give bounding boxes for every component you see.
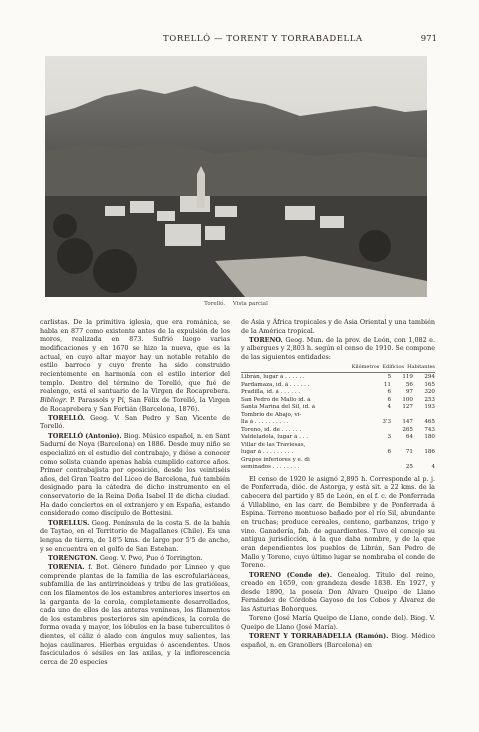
running-head: TORELLÓ — TORENT Y TORRABADELLA (163, 34, 363, 44)
table-row (241, 389, 435, 397)
table-cell-inhabitants: 180 (424, 434, 435, 441)
entry-headword: TORELLÓ. (48, 413, 85, 422)
table-row (241, 412, 435, 420)
table-cell-inhabitants: 165 (424, 381, 435, 388)
entry (40, 414, 230, 431)
running-header (45, 34, 435, 46)
table-cell-km: 3'3 (382, 419, 391, 426)
table-cell-locality: Grupos inferiores y e. di (241, 456, 310, 463)
table-cell-km: 6 (387, 449, 391, 456)
table-cell-buildings: 119 (402, 374, 413, 381)
table-row (241, 434, 435, 442)
entry-text: Biog. Médico español, n. en Granollers (Barcelona) en (241, 632, 435, 649)
table-cell-buildings (391, 412, 413, 420)
entry (40, 519, 230, 554)
table-header-cell: Edificios (382, 363, 405, 370)
table-cell-locality: lla á . . . . . . . . . . (241, 419, 289, 426)
table-row (241, 442, 435, 450)
table-cell-locality: Pardamaza, íd. á . . . . . . (241, 381, 310, 388)
paragraph-text: carlistas. De la primitiva iglesia, que era románica, se habla en 877 como existente antes de la expulsión de los moros, realizada en 873. Sufrió luego varias modificaciones y en 1670 se hizo la nueva, que es la actual, en cuyo altar mayor hay un notable retablo de estilo barroco y cuyo frente ha sido construido recientemente en harmonía con el estilo interior del templo. Dentro del término de Torelló, que fué de realengo, está el santuario de la Virgen de Rocaprebera. (40, 318, 230, 396)
entry-text: Geog. V. San Pedro y San Vicente de Torelló. (40, 413, 230, 431)
table-cell-inhabitants: 294 (424, 374, 435, 381)
entry-text: f. Bot. Género fundado por Linneo y que comprende plantas de la familia de las escrofulariáceas, subfamilia de las antirrinoideas y tribu de las gratióleas, con los filamentos de los estambres anteriores insertos en la garganta de la corola, completamente desarrollados, cada uno de ellos de las anteras veníneas, los filamentos de los estambres posteriores sin apéndices, la corola de forma ovada y mayor, los lóbulos en la base tuberculitos ó dientes, el cáliz ó alado con ángulos muy salientes, las hojas caulinares. Hierbas erguidas ó ascendentes. Unos fasciculados ó sésiles en las axilas, y la inflorescencia cerca de 20 especies (40, 562, 230, 667)
entry (241, 571, 435, 614)
entry (241, 336, 435, 362)
table-row (241, 419, 435, 427)
entry-headword: TORENO. (249, 335, 283, 344)
table-cell-inhabitants: 253 (424, 396, 435, 403)
entry-headword: TORENIA. (48, 562, 85, 571)
biblio-text: P. Parassols y Pí, San Félix de Torelló, la Virgen de Rocaprebera y San Fortián (Barcelona, 1876). (40, 395, 230, 413)
paragraph: de Asia y África tropicales y de Asia Oriental y una también de la América tropical. (241, 318, 435, 335)
table-header (241, 364, 435, 374)
table-row (241, 449, 435, 457)
table-row (241, 427, 435, 435)
entry-headword: TORELLUS. (48, 518, 90, 527)
table-cell-km: 5 (387, 374, 391, 381)
table-cell-inhabitants: 193 (424, 404, 435, 411)
table-cell-buildings: 147 (402, 419, 413, 426)
table-row (241, 464, 435, 472)
table-cell-km: 11 (383, 381, 391, 388)
table-cell-buildings: 127 (402, 404, 413, 411)
table-cell-locality: Tombrio de Abajo, vi- (241, 411, 302, 418)
entry (241, 632, 435, 649)
biblio-label: Bibliogr. (40, 395, 68, 404)
table-cell-km: 4 (387, 404, 391, 411)
caption-place: Torelló. (204, 301, 226, 307)
table-cell-inhabitants: 4 (431, 464, 435, 471)
photo-illustration (45, 56, 427, 297)
paragraph: El censo de 1920 le asignó 2,895 h. Corresponde al p. j. de Ponferrada, dióc. de Astorga, y está sit. a 22 kms. de la cabecera del partido y 85 de León, en el f. c. de Ponferrada á Villablino, en las carr. de Bembibre y de Ponferrada á Espina. Terreno montuoso bañado por el río Sil, abundante en truchas; produce cereales, centeno, garbanzos, trigo y vino. Ganadería, fab. de aguardientes. Tuvo el concejo su antigua jurisdicción, á la que daba nombre, y de la que eran dependientes los pueblos de Librán, San Pedro de Mallo y Toreno, cuyo último lugar se nombraba el conde de Toreno. (241, 474, 435, 570)
table-cell-buildings: 71 (405, 449, 413, 456)
table-cell-inhabitants: 465 (424, 419, 435, 426)
right-column (241, 318, 435, 726)
table-cell-buildings: 100 (402, 396, 413, 403)
table-cell-buildings: 97 (405, 389, 413, 396)
table-cell-inhabitants: 320 (424, 389, 435, 396)
paragraph (40, 318, 230, 413)
table-cell-locality: Pradilla, íd. á . . . . . . (241, 389, 301, 396)
table-header-cell: Habitantes (407, 363, 435, 370)
table-cell-locality: Villar de las Traviesas, (241, 441, 306, 448)
entry-text: Biog. Músico español, n. en Sant Sadurní de Noya (Barcelona) en 1886. Desde muy niño se especializó en el estudio del contrabajo, y dióse a conocer como solista cuando apenas había cumplido catorce años. Primer contrabajista por oposición, desde los veintiséis años, del Gran Teatro del Liceo de Barcelona, fué también designado para la cátedra de dicho instrumento en el conservatorio de la Reina Doña Isabel II de dicha ciudad. Ha dado conciertos en el extranjero y en España, estando considerado como discípulo de Bottesini. (40, 431, 230, 518)
table-row (241, 457, 435, 465)
entry-headword: TORENO (Conde de). (249, 570, 332, 579)
table-cell-inhabitants (413, 412, 435, 420)
table-cell-km (369, 457, 391, 465)
table-cell-buildings: 265 (402, 426, 413, 433)
entry (40, 563, 230, 667)
table-cell-km: 6 (387, 389, 391, 396)
table-cell-inhabitants: 186 (424, 449, 435, 456)
table-cell-inhabitants (413, 442, 435, 450)
table-cell-locality: Santa Marina del Sil, íd. á (241, 404, 316, 411)
table-cell-inhabitants (413, 457, 435, 465)
left-column (40, 318, 230, 726)
table-cell-locality: Valdeladola, lugar á . . . (241, 434, 309, 441)
table-cell-km: 3 (387, 434, 391, 441)
entry-headword: TORENGTON. (48, 553, 98, 562)
entry-headword: TORELLÓ (Antonio). (48, 431, 122, 440)
table-header-cell: Kilómetros (351, 363, 380, 370)
table-cell-buildings (391, 457, 413, 465)
table-cell-buildings (391, 442, 413, 450)
table-cell-km (369, 464, 391, 472)
table-row (241, 374, 435, 382)
caption-text: Vista parcial (232, 301, 268, 307)
table-cell-buildings: 56 (405, 381, 413, 388)
table-cell-buildings: 64 (405, 434, 413, 441)
page-number: 971 (420, 34, 437, 44)
town-photograph (45, 56, 427, 297)
table-row (241, 404, 435, 412)
photo-caption (45, 301, 427, 307)
table-row (241, 382, 435, 390)
table-cell-locality: seminados . . . . . . . . (241, 464, 300, 471)
table-cell-locality: Librán, lugar á . . . . . . (241, 374, 305, 381)
table-cell-locality: Toreno, íd. de . . . . . . (241, 426, 302, 433)
table-body (241, 374, 435, 472)
entry-text: Geog. Mun. de la prov. de León, con 1,082 e. y albergues y 2,803 h. según el censo de 1910. Se compone de las siguientes entidades: (241, 335, 435, 362)
entry-text: Genealog. Título del reino, creado en 1659, con grandeza desde 1838. En 1927, y desde 1890, la poseía Don Alvaro Queipo de Llano Fernández de Córdoba Gayoso de los Cobos y Álvarez de las Asturias Bohorques. (241, 570, 435, 614)
entry (40, 554, 230, 563)
population-table (241, 364, 435, 472)
entry-text: Geog. Península de la costa S. de la bahía de Taytao, en el Territorio de Magallanes (Chile). Es una lengua de tierra, de 18'5 kms. de largo por 5'5 de ancho, y se encuentra en el golfo de San Esteban. (40, 518, 230, 553)
table-cell-inhabitants: 743 (424, 426, 435, 433)
table-cell-locality: San Pedro de Mallo íd. á (241, 396, 311, 403)
table-cell-km (369, 427, 391, 435)
table-cell-km: 6 (387, 396, 391, 403)
table-row (241, 397, 435, 405)
entry-headword: TORENT Y TORRABADELLA (Ramón). (249, 632, 389, 641)
entry: Toreno (José María Queipo de Llano, conde del). Biog. V. Queipo de Llano (José María). (241, 614, 435, 631)
entry (40, 432, 230, 519)
table-cell-km (369, 442, 391, 450)
entry-text: Geog. V. Pwo, Puo ó Torrington. (99, 553, 203, 562)
table-cell-buildings: 25 (405, 464, 413, 471)
table-cell-locality: lugar á . . . . . . . . . (241, 449, 294, 456)
table-cell-km (369, 412, 391, 420)
